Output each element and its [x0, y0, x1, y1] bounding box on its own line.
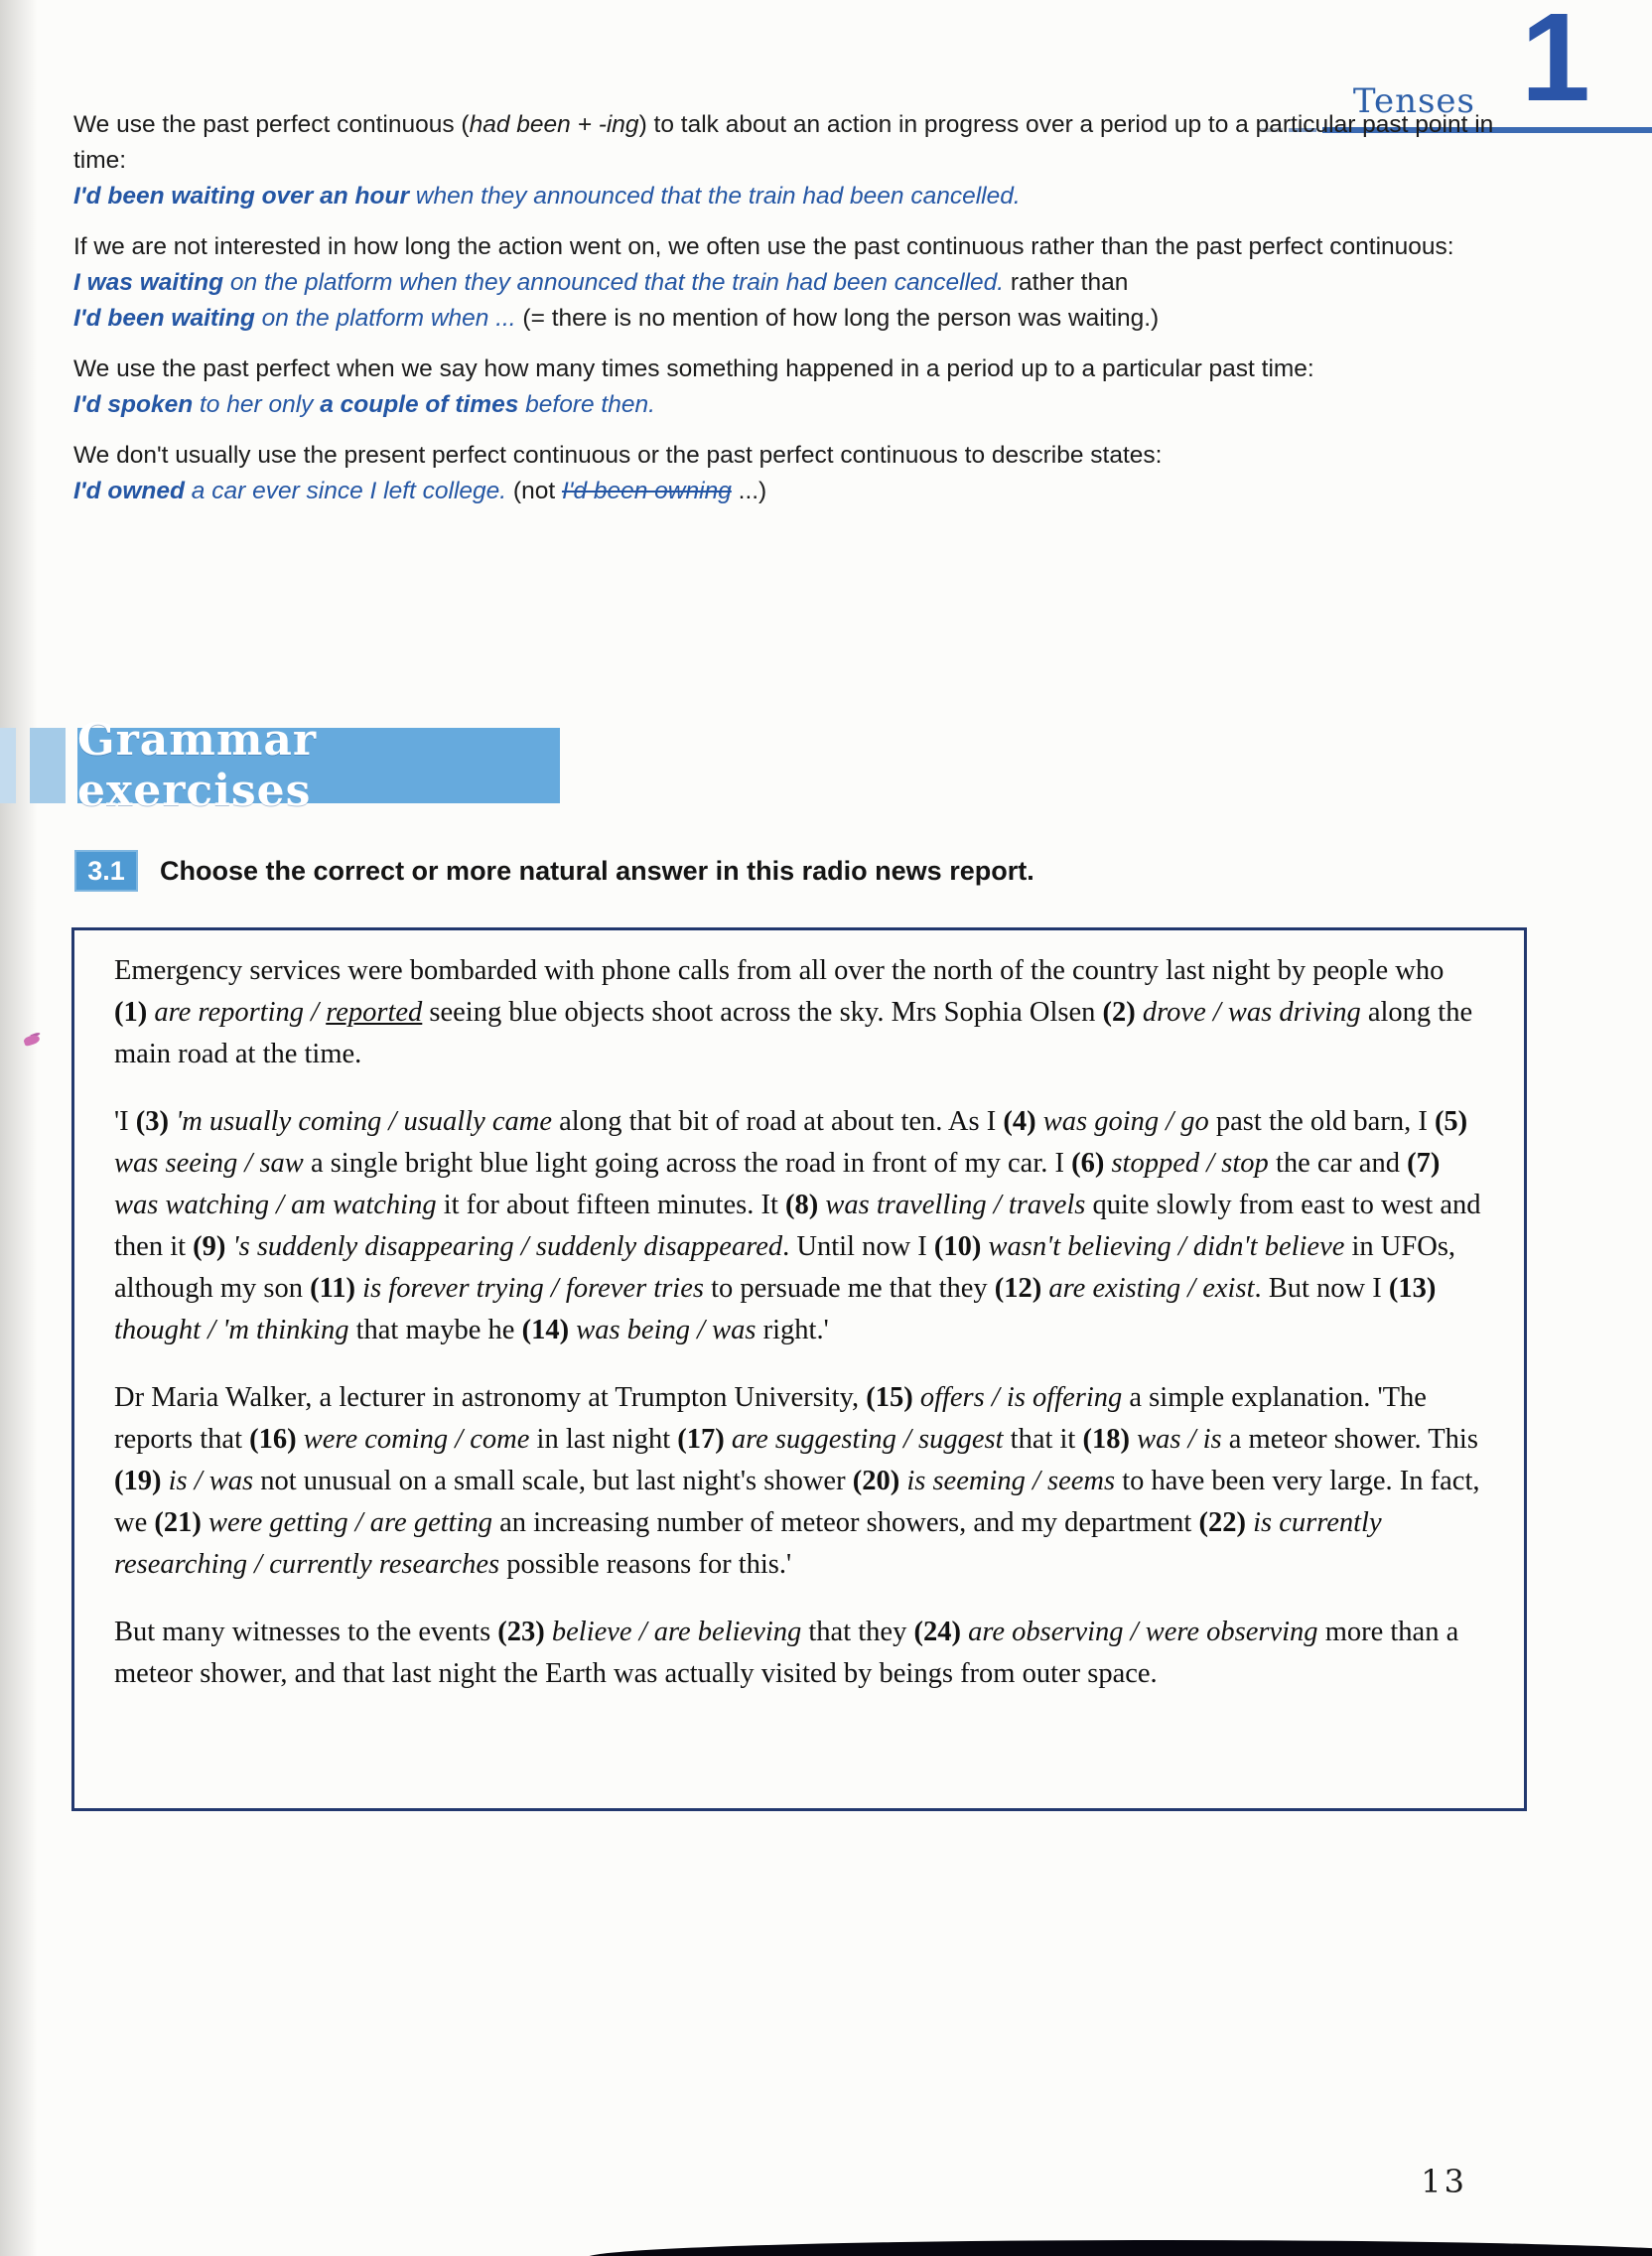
exercise-paragraph: But many witnesses to the events (23) believe / are believing that they (24) are observing / were observing more than a meteor shower, and that last night the Earth was actually visited by beings from outer space.: [114, 1617, 1459, 1689]
scan-bottom-shadow: [586, 2240, 1652, 2256]
section-title: Tenses: [1352, 81, 1475, 121]
exercise-instruction: Choose the correct or more natural answer in this radio news report.: [160, 855, 1034, 886]
grammar-example: I'd been waiting over an hour when they announced that the train had been cancelled.: [73, 183, 1021, 210]
section-banner: Grammar exercises: [77, 728, 560, 803]
grammar-note: If we are not interested in how long the action went on, we often use the past continuous rather than the past perfect continuous:: [73, 233, 1454, 260]
scan-edge-shadow: [0, 0, 38, 2256]
exercise-heading: [74, 850, 1034, 892]
unit-number: 1: [1520, 0, 1590, 127]
exercise-number-badge: 3.1: [74, 850, 138, 892]
page-number: 13: [1421, 2163, 1467, 2200]
exercise-paragraph: Dr Maria Walker, a lecturer in astronomy at Trumpton University, (15) offers / is offering a simple explanation. 'The reports that (16) were coming / come in last night (17) are suggesting / suggest that it (18) was / is a meteor shower. This (19) is / was not unusual on a small scale, but last night's shower (20) is seeming / seems to have been very large. In fact, we (21) were getting / are getting an increasing number of meteor showers, and my department (22) is currently researching / currently researches possible reasons for this.': [114, 1382, 1480, 1580]
grammar-note: We use the past perfect continuous (had been + -ing) to talk about an action in progress over a period up to a particular past point in time:: [73, 111, 1494, 174]
grammar-note: We don't usually use the present perfect continuous or the past perfect continuous to describe states:: [73, 442, 1163, 469]
exercise-text-box: [71, 927, 1527, 1811]
exercise-paragraph: 'I (3) 'm usually coming / usually came along that bit of road at about ten. As I (4) was going / go past the old barn, I (5) was seeing / saw a single bright blue light going across the road in front of my car. I (6) stopped / stop the car and (7) was watching / am watching it for about fifteen minutes. It (8) was travelling / travels quite slowly from east to west and then it (9) 's suddenly disappearing / suddenly disappeared. Until now I (10) wasn't believing / didn't believe in UFOs, although my son (11) is forever trying / forever tries to persuade me that they (12) are existing / exist. But now I (13) thought / 'm thinking that maybe he (14) was being / was right.': [114, 1106, 1481, 1345]
exercise-paragraph: Emergency services were bombarded with phone calls from all over the north of the country last night by people who (1) are reporting / reported seeing blue objects shoot across the sky. Mrs Sophia Olsen (2) drove / was driving along the main road at the time.: [114, 955, 1473, 1069]
grammar-example: I'd been waiting on the platform when ... (= there is no mention of how long the person was waiting.): [73, 305, 1160, 332]
grammar-example: I'd spoken to her only a couple of times before then.: [73, 391, 655, 418]
banner-stripe: [0, 728, 16, 803]
grammar-example: I was waiting on the platform when they announced that the train had been cancelled. rather than: [73, 269, 1129, 296]
grammar-notes: [73, 107, 1511, 509]
banner-stripe: [30, 728, 66, 803]
grammar-note: We use the past perfect when we say how many times something happened in a period up to a particular past time:: [73, 355, 1314, 382]
grammar-example: I'd owned a car ever since I left college. (not I'd been owning ...): [73, 478, 767, 504]
